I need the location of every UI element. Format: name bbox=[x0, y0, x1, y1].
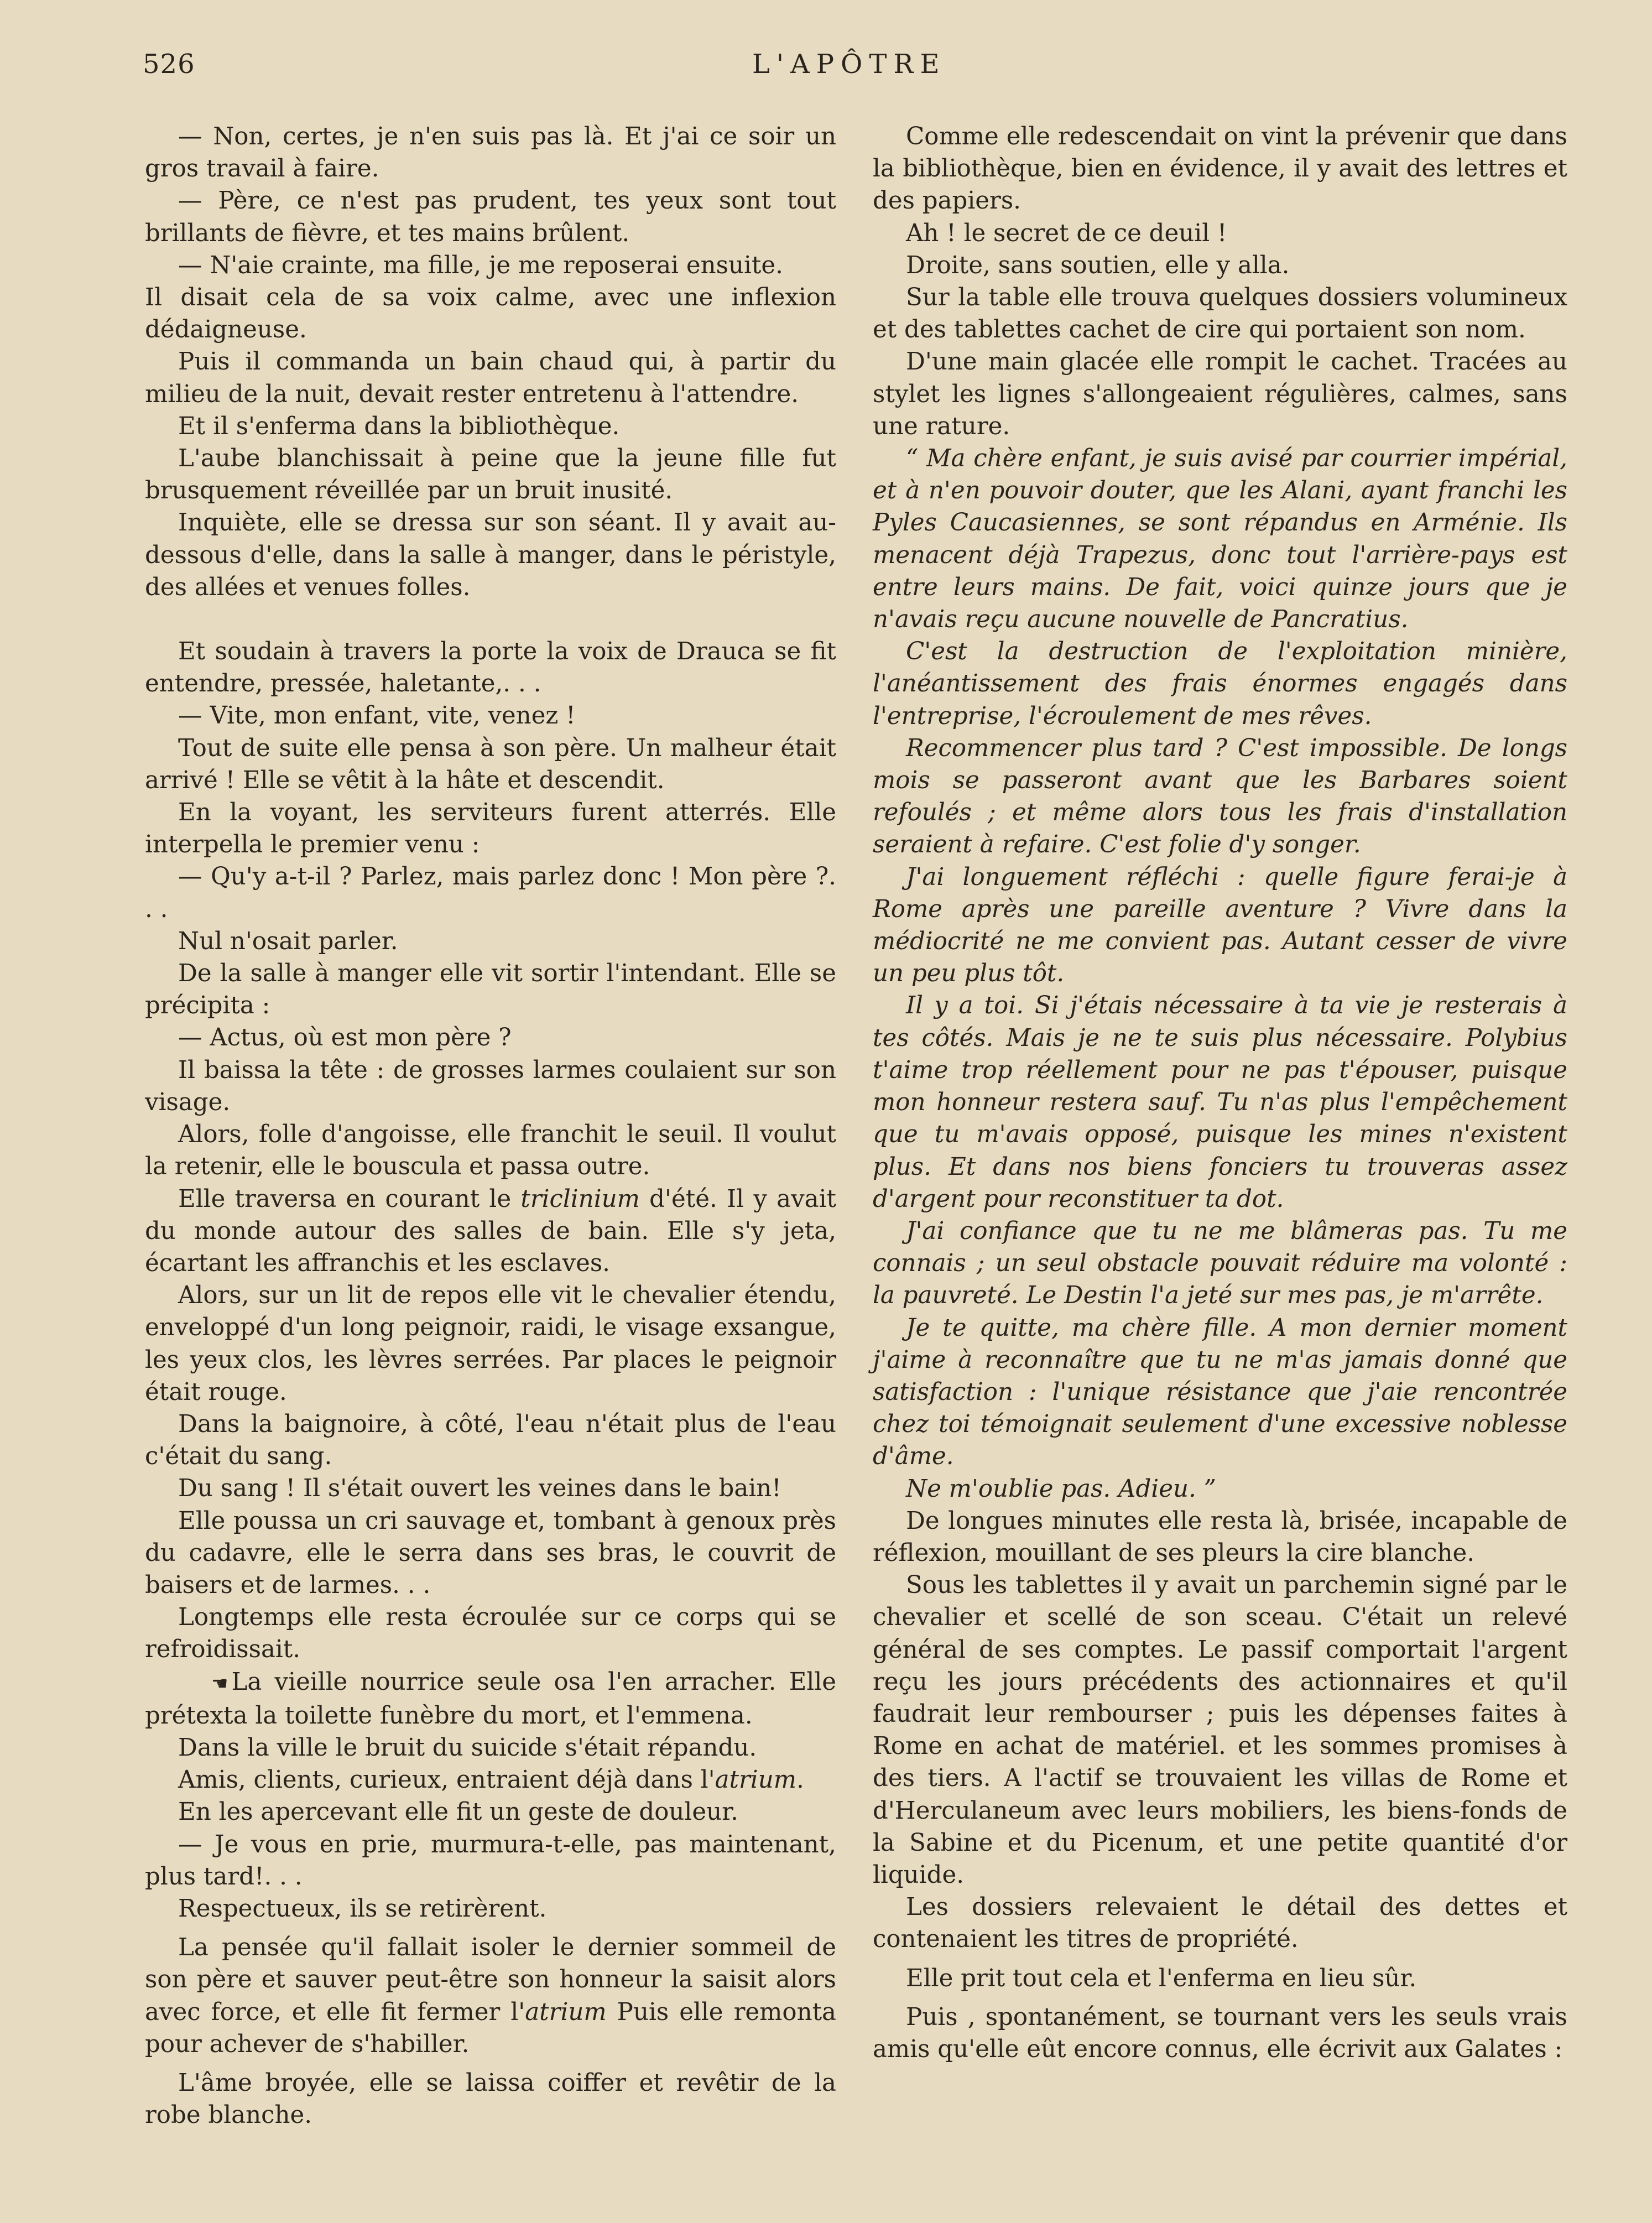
paragraph: Respectueux, ils se retirèrent. bbox=[178, 1894, 547, 1923]
paragraph: Et il s'enferma dans la bibliothèque. bbox=[178, 412, 620, 440]
right-column bbox=[873, 121, 1567, 2065]
paragraph-text: Puis elle remonta pour achever de s'habiller. bbox=[145, 1998, 836, 2058]
letter-paragraph: Il y a toi. Si j'étais nécessaire à ta vie je resterais à tes côtés. Mais je ne te suis plus nécessaire. Polybius t'aime trop réellement pour ne pas t'épouser, puisque mon honneur restera sauf. Tu n'as plus l'empêchement que tu m'avais opposé, puisque les mines n'existent plus. Et dans nos biens fonciers tu trouveras assez d'argent pour reconstituer ta dot. bbox=[873, 992, 1567, 1213]
letter-paragraph: “ Ma chère enfant, je suis avisé par courrier impérial, et à n'en pouvoir douter, que les Alani, ayant franchi les Pyles Caucasiennes, se sont répandus en Arménie. Ils menacent déjà Trapezus, donc tout l'arrière-pays est entre leurs mains. De fait, voici quinze jours que je n'avais reçu aucune nouvelle de Pancratius. bbox=[873, 445, 1567, 634]
italic-word: atrium bbox=[525, 1998, 607, 2026]
paragraph: — Vite, mon enfant, vite, venez ! bbox=[178, 702, 576, 730]
paragraph: Inquiète, elle se dressa sur son séant. Il y avait au-dessous d'elle, dans la salle à manger, dans le péristyle, des allées et venues folles. bbox=[145, 509, 836, 601]
paragraph-text: Elle traversa en courant le bbox=[178, 1185, 521, 1213]
paragraph: — Qu'y a-t-il ? Parlez, mais parlez donc ! Mon père ?. . . bbox=[145, 863, 836, 923]
letter-paragraph: J'ai confiance que tu ne me blâmeras pas. Tu me connais ; un seul obstacle pouvait réduire ma volonté : la pauvreté. Le Destin l'a jeté sur mes pas, je m'arrête. bbox=[873, 1217, 1567, 1310]
punctuation: . bbox=[796, 1766, 804, 1794]
paragraph: Nul n'osait parler. bbox=[178, 927, 398, 955]
paragraph bbox=[145, 1183, 836, 1280]
paragraph: — Je vous en prie, murmura-t-elle, pas maintenant, plus tard!. . . bbox=[145, 1830, 836, 1891]
letter-paragraph: J'ai longuement réfléchi : quelle figure ferai-je à Rome après une pareille aventure ? Vivre dans la médiocrité ne me convient pas. Autant cesser de vivre un peu plus tôt. bbox=[873, 863, 1567, 988]
paragraph: Comme elle redescendait on vint la prévenir que dans la bibliothèque, bien en évidence, il y avait des lettres et des papiers. bbox=[873, 123, 1567, 215]
paragraph: En la voyant, les serviteurs furent atterrés. Elle interpella le premier venu : bbox=[145, 799, 836, 859]
italic-word: triclinium bbox=[520, 1185, 640, 1213]
paragraph: Alors, sur un lit de repos elle vit le chevalier étendu, enveloppé d'un long peignoir, raidi, le visage exsangue, les yeux clos, les lèvres serrées. Par places le peignoir était rouge. bbox=[145, 1282, 836, 1406]
paragraph: Elle prit tout cela et l'enferma en lieu sûr. bbox=[906, 1964, 1417, 1992]
paragraph-text: La pensée qu'il fallait isoler le dernier sommeil de son père et sauver peut-être son honneur la saisit alors avec force, et elle fit fermer l' bbox=[145, 1934, 836, 2026]
paragraph: Il disait cela de sa voix calme, avec une inflexion dédaigneuse. bbox=[145, 284, 836, 344]
printer-mark-icon: ☚ bbox=[211, 1672, 228, 1695]
paragraph: Ah ! le secret de ce deuil ! bbox=[906, 219, 1227, 247]
paragraph: Sous les tablettes il y avait un parchemin signé par le chevalier et scellé de son sceau. C'était un relevé général de ses comptes. Le passif comportait l'argent reçu les jours précédents des actionnaires et qu'il faudrait leur rembourser ; puis les dépenses faites à Rome en achat de matériel. et les sommes promises à des tiers. A l'actif se trouvaient les villas de Rome et d'Herculaneum avec leurs mobiliers, les biens-fonds de la Sabine et du Picenum, et une petite quantité d'or liquide. bbox=[873, 1571, 1567, 1889]
italic-word: atrium bbox=[715, 1766, 796, 1794]
letter-paragraph: C'est la destruction de l'exploitation minière, l'anéantissement des frais énormes engagés dans l'entreprise, l'écroulement de mes rêves. bbox=[873, 638, 1567, 730]
paragraph: De la salle à manger elle vit sortir l'intendant. Elle se précipita : bbox=[145, 960, 836, 1020]
paragraph bbox=[145, 1932, 836, 2060]
letter-signoff: Ne m'oublie pas. Adieu. ” bbox=[906, 1475, 1216, 1503]
paragraph: Puis il commanda un bain chaud qui, à partir du milieu de la nuit, devait rester entretenu à l'attendre. bbox=[145, 348, 836, 408]
paragraph bbox=[145, 1666, 836, 1732]
paragraph: Dans la ville le bruit du suicide s'était répandu. bbox=[178, 1733, 757, 1762]
paragraph: Droite, sans soutien, elle y alla. bbox=[906, 251, 1290, 279]
paragraph: Du sang ! Il s'était ouvert les veines dans le bain! bbox=[178, 1475, 781, 1503]
letter-paragraph: Recommencer plus tard ? C'est impossible. De longs mois se passeront avant que les Barbares soient refoulés ; et même alors tous les frais d'installation seraient à refaire. C'est folie d'y songer. bbox=[873, 734, 1567, 859]
paragraph: — Non, certes, je n'en suis pas là. Et j'ai ce soir un gros travail à faire. bbox=[145, 123, 836, 183]
paragraph: D'une main glacée elle rompit le cachet. Tracées au stylet les lignes s'allongeaient régulières, calmes, sans une rature. bbox=[873, 348, 1567, 440]
paragraph: Sur la table elle trouva quelques dossiers volumineux et des tablettes cachet de cire qui portaient son nom. bbox=[873, 284, 1567, 344]
paragraph-text: d'été. Il y avait du monde autour des salles de bain. Elle s'y jeta, écartant les affranchis et les esclaves. bbox=[145, 1185, 837, 1277]
paragraph: Alors, folle d'angoisse, elle franchit le seuil. Il voulut la retenir, elle le bouscula et passa outre. bbox=[145, 1121, 836, 1181]
paragraph: Il baissa la tête : de grosses larmes coulaient sur son visage. bbox=[145, 1056, 836, 1116]
paragraph-text: Amis, clients, curieux, entraient déjà dans l' bbox=[178, 1766, 715, 1794]
paragraph: L'âme broyée, elle se laissa coiffer et revêtir de la robe blanche. bbox=[145, 2069, 836, 2130]
page-header bbox=[0, 43, 1652, 87]
paragraph: Tout de suite elle pensa à son père. Un malheur était arrivé ! Elle se vêtit à la hâte et descendit. bbox=[145, 734, 836, 794]
paragraph: Dans la baignoire, à côté, l'eau n'était plus de l'eau c'était du sang. bbox=[145, 1410, 836, 1471]
paragraph: Puis , spontanément, se tournant vers les seuls vrais amis qu'elle eût encore connus, elle écrivit aux Galates : bbox=[873, 2003, 1567, 2063]
paragraph: En les apercevant elle fit un geste de douleur. bbox=[178, 1798, 738, 1826]
paragraph: Et soudain à travers la porte la voix de Drauca se fit entendre, pressée, haletante,. . . bbox=[145, 638, 836, 698]
paragraph: — N'aie crainte, ma fille, je me reposerai ensuite. bbox=[178, 251, 783, 279]
paragraph: Les dossiers relevaient le détail des dettes et contenaient les titres de propriété. bbox=[873, 1893, 1567, 1954]
page-number: 526 bbox=[143, 49, 195, 80]
paragraph: — Actus, où est mon père ? bbox=[178, 1024, 512, 1052]
paragraph-text: La vieille nourrice seule osa l'en arracher. Elle prétexta la toilette funèbre du mort, et l'emmena. bbox=[145, 1668, 836, 1730]
letter-paragraph: Je te quitte, ma chère fille. A mon dernier moment j'aime à reconnaître que tu ne m'as jamais donné que satisfaction : l'unique résistance que j'aie rencontrée chez toi témoignait seulement d'une excessive noblesse d'âme. bbox=[873, 1314, 1567, 1471]
paragraph: L'aube blanchissait à peine que la jeune fille fut brusquement réveillée par un bruit inusité. bbox=[145, 445, 836, 505]
left-column bbox=[145, 121, 836, 2131]
paragraph: Elle poussa un cri sauvage et, tombant à genoux près du cadavre, elle le serra dans ses bras, le couvrit de baisers et de larmes. . . bbox=[145, 1507, 836, 1599]
paragraph bbox=[145, 1764, 836, 1796]
running-title: L'APÔTRE bbox=[752, 49, 946, 80]
paragraph: De longues minutes elle resta là, brisée, incapable de réflexion, mouillant de ses pleurs la cire blanche. bbox=[873, 1507, 1567, 1567]
paragraph: — Père, ce n'est pas prudent, tes yeux sont tout brillants de fièvre, et tes mains brûlent. bbox=[145, 187, 836, 247]
paragraph: Longtemps elle resta écroulée sur ce corps qui se refroidissait. bbox=[145, 1604, 836, 1664]
